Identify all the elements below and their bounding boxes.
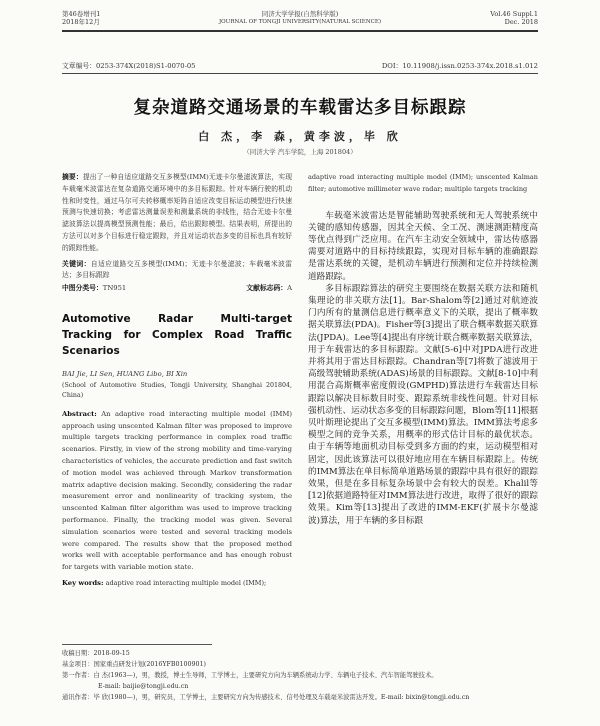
- abstract-zh-text: 提出了一种自适应道路交互多模型(IMM)无迹卡尔曼滤波算法，实现车载毫米波雷达在复杂道路交通环境中的多目标跟踪。针对车辆行驶的机动性和时变性，通过马尔可夫转移概率矩阵自适应改变目标运动模型进行快速预测与快速切换；考虑雷达测量误差和测量系统的非线性，结合无迹卡尔曼滤波算法以提高模型预测性能；最后，给出跟踪模型。结果表明，所提出的方法可以对多个目标进行稳定跟踪，并且对运动状态多变的目标也具有较好的跟踪性能。: [62, 173, 292, 252]
- header-date-en-line: Dec. 2018: [504, 18, 538, 26]
- right-column: [308, 172, 538, 527]
- header-date-line: 2018年12月: [62, 18, 100, 26]
- header-volume-en-line: Vol.46 Suppl.1: [490, 10, 538, 18]
- body-paragraph-2: 多目标跟踪算法的研究主要围绕在数据关联方法和随机集理论的非关联方法[1]。Bar-Shalom等[2]通过对航迹波门内所有的量测信息进行概率意义下的关联，提出了概率数据关联算法(PDA)。Fisher等[3]提出了联合概率数据关联算法(JPDA)。Lee等[4]提出有序统计联合概率数据关联算法，用于车载雷达的多目标跟踪。文献[5-6]中对JPDA进行改进并将其用于雷达目标跟踪。Chandran等[7]将数了滤波用于高级驾驶辅助系统(ADAS)场景的目标跟踪。文献[8-10]中利用混合高斯概率密度假设(GMPHD)算法进行车载雷达目标跟踪以解决目标数目时变、跟踪系统非线性问题。针对目标强机动性、运动状态多变的目标跟踪问题，Blom等[11]根据贝叶斯理论提出了交互多模型(IMM)算法。IMM算法考虑多模型之间的竞争关系，用概率的形式估计目标的最优状态。由于车辆等地面机动目标受到多方面的约束，运动模型相对固定，因此该算法可以很好地应用在车辆目标跟踪上。传统的IMM算法在单目标简单道路场景的跟踪中具有很好的跟踪效果，但是在多目标复杂场景中会有较大的误差。Khalil等[12]依据道路特征对IMM算法进行改进，取得了很好的跟踪效果。Kim等[13]提出了改进的IMM-EKF(扩展卡尔曼滤波)算法，用于车辆的多目标跟: [308, 283, 538, 526]
- keywords-zh: [62, 259, 292, 283]
- article-number: 文章编号：0253-374X(2018)S1-0070-05: [62, 62, 196, 70]
- keywords-en-label: Key words:: [62, 578, 104, 587]
- classification: [62, 283, 292, 295]
- abstract-en-label: Abstract:: [62, 409, 97, 418]
- keywords-zh-label: 关键词：: [62, 259, 91, 268]
- footnote-received: 收稿日期：2018-09-15: [62, 650, 130, 657]
- paper-title-en: Automotive Radar Multi-target Tracking for Complex Road Traffic Scenarios: [62, 312, 292, 357]
- header-rule: [62, 30, 538, 32]
- keywords-en: [62, 578, 292, 590]
- affiliation-en: (School of Automotive Studies, Tongji University, Shanghai 201804, China): [62, 381, 292, 399]
- paper-title-zh: 复杂道路交通场景的车载雷达多目标跟踪: [133, 98, 467, 118]
- footnote-rule: [62, 644, 212, 645]
- keywords-zh-text: 自适应道路交互多模型(IMM)；无迹卡尔曼滤波；车载毫米波雷达；多目标跟踪: [62, 259, 292, 280]
- abstract-zh-label: 摘要：: [62, 173, 83, 181]
- footnote-author2: 通讯作者：毕 欣(1980—)，男，研究员，工学博士，主要研究方向为传感技术、信号处理及车载毫米波雷达开发。E-mail: bixin@tongji.edu.cn: [62, 694, 470, 701]
- article-info-rule: [62, 73, 538, 74]
- header-journal-zh: 同济大学学报(自然科学版): [261, 10, 339, 18]
- body-text: [308, 210, 538, 527]
- abstract-en-text: An adaptive road interacting multiple model (IMM) approach using unscented Kalman filter was proposed to improve multiple targets tracking performance in complex road traffic scenarios. Firstly, in view of the strong mobility and time-varying characteristics of vehicles, the accurate prediction and fast switch of motion model was achieved through Markov transformation matrix adaptive decision making. Secondly, considering the radar measurement error and nonlinearity of tracking system, the unscented Kalman filter algorithm was used to improve tracking performance. Finally, the tracking model was given. Several simulation scenarios were tested and several tracking models were compared. The results show that the proposed method works well with acceptable performance and has enough robust for targets with variable motion state.: [62, 409, 292, 572]
- footnote-author1: 第一作者：白 杰(1963—)，男，教授，博士生导师，工学博士，主要研究方向为车辆系统动力学、车辆电子技术、汽车智能驾驶技术。: [62, 672, 438, 679]
- left-column: [62, 172, 292, 590]
- keywords-en-text-start: adaptive road interacting multiple model (IMM);: [105, 578, 267, 587]
- article-info: [62, 60, 538, 70]
- clc-label: 中图分类号：: [62, 284, 103, 293]
- abstract-zh: [62, 172, 292, 255]
- body-paragraph-1: 车载毫米波雷达是智能辅助驾驶系统和无人驾驶系统中关键的感知传感器，因其全天候、全工况、测速测距精度高等优点得到广泛应用。在汽车主动安全领域中，雷达传感器需要对道路中的目标持续跟踪，实现对目标车辆的准确跟踪是雷达系统的关键，是机动车辆进行预测和定位并持续检测道路跟踪。: [308, 210, 538, 282]
- doc-code-label: 文献标志码：: [246, 284, 288, 293]
- doc-code-value: A: [287, 284, 292, 293]
- affiliation-zh: （同济大学 汽车学院，上海 201804）: [243, 148, 357, 156]
- footnote-email1: E-mail: baijie@tongji.edu.cn: [98, 683, 189, 690]
- footnote-fund: 基金项目：国家重点研发计划(2016YFB0100901): [62, 661, 206, 668]
- header-volume-en: [490, 10, 538, 26]
- keywords-en-text: adaptive road interacting multiple model (IMM); unscented Kalman filter; automotive millimeter wave radar; multiple targets tracking: [308, 173, 538, 193]
- footnote: [62, 648, 538, 703]
- keywords-en-continued: [308, 172, 538, 196]
- doi: DOI：10.11908/j.issn.0253-374x.2018.s1.012: [381, 62, 538, 70]
- authors-en: BAI Jie, LI Sen, HUANG Libo, BI Xin: [62, 369, 188, 378]
- header-journal-en: JOURNAL OF TONGJI UNIVERSITY(NATURAL SCIENCE): [218, 19, 382, 25]
- clc-value: TN951: [102, 284, 127, 293]
- abstract-en: [62, 409, 292, 574]
- authors-zh: 白 杰，李 森，黄李波，毕 欣: [198, 130, 402, 143]
- header-volume-line: 第46卷增刊1: [62, 10, 101, 18]
